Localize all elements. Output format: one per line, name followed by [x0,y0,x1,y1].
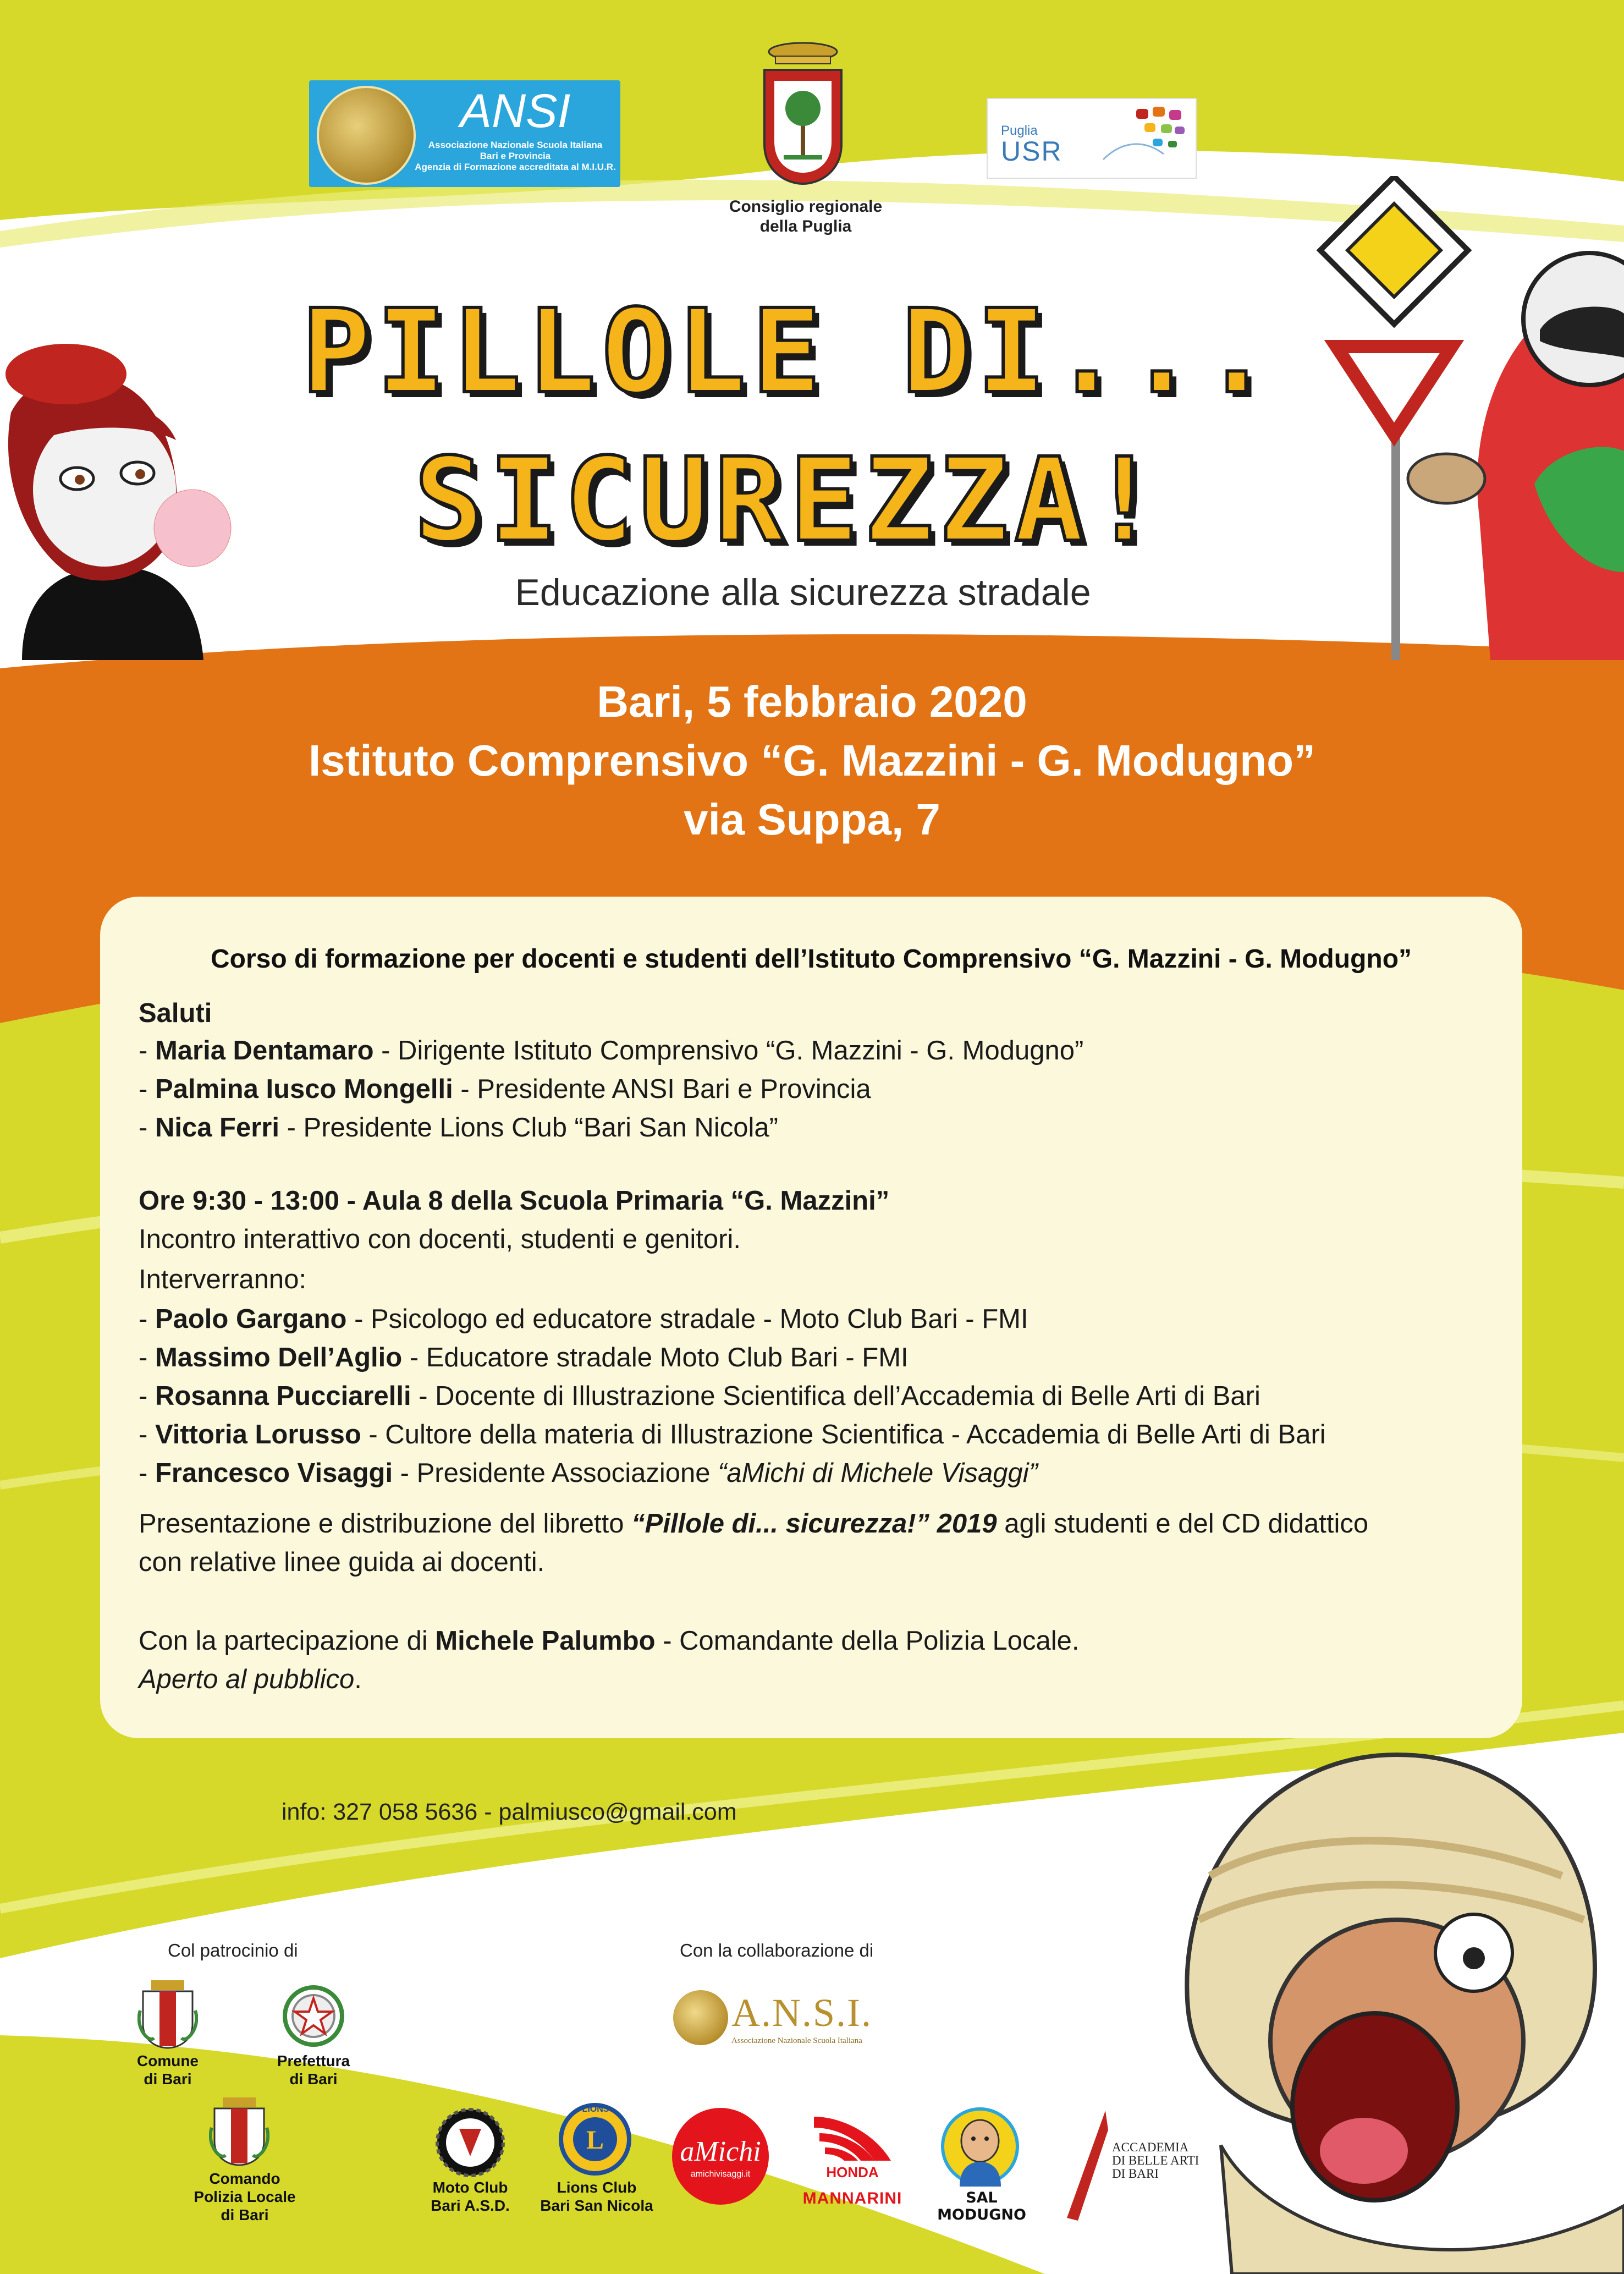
usr-logo-main: USR [1001,136,1063,167]
amichi-url: amichivisaggi.it [690,2169,751,2179]
girl-cartoon-illustration [0,330,258,671]
speaker-name: Paolo Gargano [155,1304,347,1334]
usr-logo-top: Puglia [1001,123,1038,138]
saluti-role: - Presidente Lions Club “Bari San Nicola” [279,1113,778,1143]
event-address: via Suppa, 7 [684,795,940,844]
speaker-name: Rosanna Pucciarelli [155,1381,411,1411]
patron-prefettura-caption [256,2052,371,2088]
moto-club-bari-logo-icon [434,2107,506,2178]
presentation-book-title: “Pillole di... sicurezza!” 2019 [631,1509,997,1539]
moto-club-caption [410,2178,531,2215]
patron-line: di Bari [221,2206,269,2223]
speaker-item: - Francesco Visaggi - Presidente Associazione “aMichi di Michele Visaggi” [139,1458,1038,1488]
saluti-item: - Maria Dentamaro - Dirigente Istituto Comprensivo “G. Mazzini - G. Modugno” [139,1036,1084,1065]
speakers-label: Interverranno: [139,1265,307,1294]
ansi-gold-sub: Associazione Nazionale Scuola Italiana [731,2036,862,2045]
collaboration-label: Con la collaborazione di [680,1940,874,1960]
participation-post: - Comandante della Polizia Locale. [655,1626,1080,1656]
patron-line: di Bari [289,2070,338,2088]
ansi-logo-line1: Associazione Nazionale Scuola Italiana [428,140,603,150]
speaker-role: - Cultore della materia di Illustrazione Scientifica - Accademia di Belle Arti di Bari [361,1420,1326,1449]
event-venue: Istituto Comprensivo “G. Mazzini - G. Modugno” [308,736,1315,785]
open-dot: . [354,1665,362,1694]
partner-line: Bari San Nicola [540,2197,653,2214]
usr-puglia-logo [987,98,1197,179]
region-caption-line1: Consiglio regionale [729,197,883,216]
saluti-name: Nica Ferri [155,1113,279,1143]
ansi-gold-seal-icon [673,1990,728,2045]
sal-modugno-caption: SAL MODUGNO [937,2189,1026,2223]
polizia-locale-crest-icon [209,2095,269,2166]
program-heading: Corso di formazione per docenti e studenti dell’Istituto Comprensivo “G. Mazzini - G. Modugno” [210,944,1412,974]
speaker-item: - Rosanna Pucciarelli - Docente di Illustrazione Scientifica dell’Accademia di Belle Arti di Bari [139,1381,1260,1411]
open-to-public [139,1663,362,1696]
poster-title [297,278,1281,575]
accademia-line: DI BELLE ARTI [1112,2154,1199,2167]
saluti-name: Maria Dentamaro [155,1036,374,1065]
road-sign-motorcyclist-illustration [1303,176,1624,660]
saluti-role: - Presidente ANSI Bari e Provincia [453,1074,871,1104]
speaker-item: - Paolo Gargano - Psicologo ed educatore stradale - Moto Club Bari - FMI [139,1304,1028,1334]
saluti-label: Saluti [139,998,212,1028]
ansi-logo [309,80,620,187]
presentation-post: agli studenti e del CD didattico [997,1509,1369,1539]
speaker-item: - Vittoria Lorusso - Cultore della materia di Illustrazione Scientifica - Accademia di Belle Arti di Bari [139,1420,1326,1449]
puglia-coat-of-arms-icon [759,40,847,185]
partner-line: Moto Club [432,2179,508,2196]
honda-dealer: MANNARINI [802,2189,902,2207]
saluti-role: - Dirigente Istituto Comprensivo “G. Mazzini - G. Modugno” [373,1036,1084,1065]
region-caption-line2: della Puglia [759,217,852,235]
svg-text:L: L [586,2125,604,2155]
ansi-logo-line3: Agenzia di Formazione accreditata al M.I.U.R. [415,162,616,172]
poster-subtitle: Educazione alla sicurezza stradale [515,572,1091,613]
italian-republic-emblem-icon [280,1983,346,2049]
comune-bari-crest-icon [137,1978,198,2049]
patron-polizia-caption [176,2169,313,2224]
amichi-logo [672,2108,769,2205]
speaker-name: Vittoria Lorusso [155,1420,361,1449]
speaker-org: “aMichi di Michele Visaggi” [718,1458,1038,1488]
speaker-name: Francesco Visaggi [155,1458,393,1488]
honda-brand: HONDA [826,2164,879,2180]
honda-wing-logo-icon [808,2111,896,2166]
ansi-seal-icon [317,86,416,185]
speaker-role: - Educatore stradale Moto Club Bari - FMI [402,1343,909,1372]
patron-line: Comune [137,2052,199,2069]
ansi-logo-line2: Bari e Provincia [480,151,551,161]
session-title: Ore 9:30 - 13:00 - Aula 8 della Scuola Primaria “G. Mazzini” [139,1186,890,1216]
presentation-pre: Presentazione e distribuzione del libretto [139,1509,632,1539]
partner-line: Lions Club [557,2179,637,2196]
session-description: Incontro interattivo con docenti, studenti e genitori. [139,1224,741,1254]
event-date: Bari, 5 febbraio 2020 [597,677,1027,726]
ansi-logo-title: ANSI [460,85,571,138]
patron-line: Polizia Locale [194,2188,296,2205]
speaker-role: - Docente di Illustrazione Scientifica dell’Accademia di Belle Arti di Bari [411,1381,1260,1411]
presentation-line1 [139,1507,1368,1540]
ansi-gold-name: A.N.S.I. [731,1991,873,2035]
speaker-role: - Presidente Associazione [393,1458,718,1488]
speaker-item: - Massimo Dell’Aglio - Educatore stradale Moto Club Bari - FMI [139,1343,909,1372]
participation-pre: Con la partecipazione di [139,1626,436,1656]
saluti-item: - Palmina Iusco Mongelli - Presidente ANSI Bari e Provincia [139,1074,871,1104]
lions-club-caption [525,2178,668,2215]
participation-line [139,1624,1079,1657]
lions-badge-text: LIONS [582,2105,609,2114]
speaker-name: Massimo Dell’Aglio [155,1343,403,1372]
partner-line: Bari A.S.D. [431,2197,510,2214]
region-logo-caption [704,197,907,237]
accademia-line: DI BARI [1112,2167,1159,2180]
title-line1: PILLOLE DI... [301,284,1277,419]
saluti-name: Palmina Iusco Mongelli [155,1074,453,1104]
ansi-gold-logo [671,1987,878,2051]
screaming-character-illustration [1166,1733,1624,2274]
patronage-label: Col patrocinio di [168,1940,298,1960]
open-text: Aperto al pubblico [139,1665,355,1694]
ansi-logo-subtitle [414,140,617,173]
accademia-red-mark-icon [1061,2108,1111,2223]
contact-info: info: 327 058 5636 - palmiusco@gmail.com [282,1799,737,1825]
accademia-caption [1112,2141,1199,2180]
colorful-dots-icon [1098,105,1191,171]
patron-line: Comando [209,2170,280,2187]
sal-modugno-portrait-icon [940,2107,1020,2187]
participation-name: Michele Palumbo [435,1626,656,1656]
amichi-name: aMichi [680,2136,761,2167]
patron-line: Prefettura [277,2052,350,2069]
saluti-item: - Nica Ferri - Presidente Lions Club “Bari San Nicola” [139,1113,778,1143]
patron-comune-caption [110,2052,225,2088]
title-line2: SICUREZZA! [414,433,1165,568]
accademia-line: ACCADEMIA [1112,2140,1189,2154]
presentation-line2: con relative linee guida ai docenti. [139,1547,545,1577]
speaker-role: - Psicologo ed educatore stradale - Moto Club Bari - FMI [346,1304,1028,1334]
patron-line: di Bari [144,2070,192,2088]
